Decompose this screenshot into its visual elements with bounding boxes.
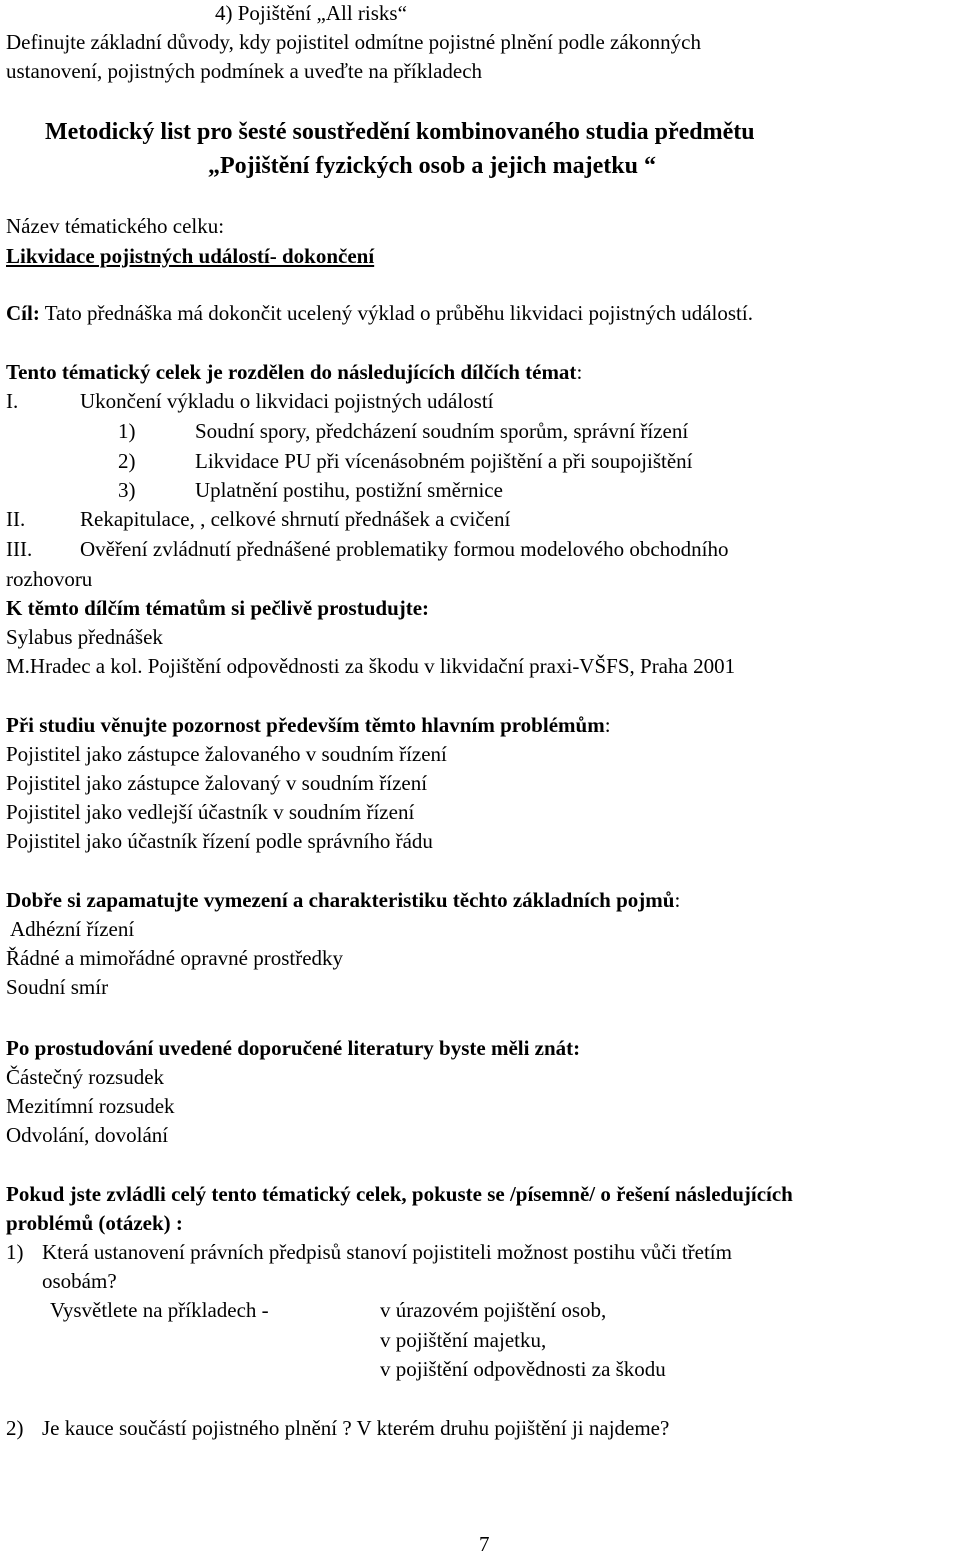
- subtopic-1-num: I.: [6, 389, 19, 413]
- attention-item-4: Pojistitel jako účastník řízení podle správního řádu: [6, 829, 433, 853]
- subtopic-1-text: Ukončení výkladu o likvidaci pojistných událostí: [80, 389, 494, 413]
- goal-line: [6, 303, 753, 324]
- sheet-title-line-1: Metodický list pro šesté soustředění kombinovaného studia předmětu: [45, 119, 755, 145]
- subtopic-3-text: Ověření zvládnutí přednášené problematiky formou modelového obchodního: [80, 537, 729, 561]
- task-item-4: 4) Pojištění „All risks“: [215, 1, 407, 25]
- after-heading: Po prostudování uvedené doporučené literatury byste měli znát:: [6, 1036, 581, 1060]
- question-2-text: Je kauce součástí pojistného plnění ? V kterém druhu pojištění ji najdeme?: [42, 1416, 670, 1440]
- question-1-num: 1): [6, 1240, 24, 1264]
- terms-heading-line: [6, 890, 680, 911]
- task-text-line-2: ustanovení, pojistných podmínek a uveďte na příkladech: [6, 59, 483, 83]
- subtopic-1-item-1-text: Soudní spory, předcházení soudním sporům, správní řízení: [195, 419, 689, 443]
- explain-item-3: v pojištění odpovědnosti za škodu: [380, 1357, 666, 1381]
- question-2-num: 2): [6, 1416, 24, 1440]
- attention-heading: Při studiu věnujte pozornost především těmto hlavním problémům: [6, 713, 605, 737]
- attention-item-1: Pojistitel jako zástupce žalovaného v soudním řízení: [6, 742, 447, 766]
- problems-heading-line-2: problémů (otázek) :: [6, 1211, 183, 1235]
- sheet-title-line-2: „Pojištění fyzických osob a jejich majetku “: [208, 153, 656, 179]
- subtopic-3-continuation: rozhovoru: [6, 567, 93, 591]
- goal-label: Cíl:: [6, 301, 40, 325]
- subtopic-1-item-3-text: Uplatnění postihu, postižní směrnice: [195, 478, 503, 502]
- subtopics-heading-line: [6, 362, 582, 383]
- problems-heading-line-1: Pokud jste zvládli celý tento tématický celek, pokuste se /písemně/ o řešení následujících: [6, 1182, 793, 1206]
- explain-item-2: v pojištění majetku,: [380, 1328, 547, 1352]
- question-1-line-2: osobám?: [42, 1269, 117, 1293]
- topic-name: Likvidace pojistných událostí- dokončení: [6, 244, 375, 268]
- subtopic-3-num: III.: [6, 537, 33, 561]
- terms-heading: Dobře si zapamatujte vymezení a charakteristiku těchto základních pojmů: [6, 888, 675, 912]
- subtopic-1-item-2-num: 2): [118, 449, 136, 473]
- topic-label: Název tématického celku:: [6, 214, 225, 238]
- goal-text: Tato přednáška má dokončit ucelený výklad o průběhu likvidaci pojistných událostí.: [39, 301, 753, 325]
- attention-item-3: Pojistitel jako vedlejší účastník v soudním řízení: [6, 800, 415, 824]
- after-item-3: Odvolání, dovolání: [6, 1123, 169, 1147]
- page-number: 7: [479, 1532, 490, 1556]
- study-heading: K těmto dílčím tématům si pečlivě prostudujte:: [6, 596, 430, 620]
- attention-heading-colon: :: [604, 713, 611, 737]
- task-text-line-1: Definujte základní důvody, kdy pojistitel odmítne pojistné plnění podle zákonných: [6, 30, 701, 54]
- term-item-1: Adhézní řízení: [10, 917, 135, 941]
- study-item-1: Sylabus přednášek: [6, 625, 163, 649]
- study-item-2: M.Hradec a kol. Pojištění odpovědnosti za škodu v likvidační praxi-VŠFS, Praha 2001: [6, 654, 736, 678]
- term-item-2: Řádné a mimořádné opravné prostředky: [6, 946, 344, 970]
- subtopic-1-item-3-num: 3): [118, 478, 136, 502]
- subtopic-1-item-2-text: Likvidace PU při vícenásobném pojištění a při soupojištění: [195, 449, 693, 473]
- question-1-line-1: Která ustanovení právních předpisů stanoví pojistiteli možnost postihu vůči třetím: [42, 1240, 732, 1264]
- term-item-3: Soudní smír: [6, 975, 109, 999]
- subtopics-heading-colon: :: [576, 360, 583, 384]
- after-item-2: Mezitímní rozsudek: [6, 1094, 175, 1118]
- subtopic-2-text: Rekapitulace, , celkové shrnutí přednášek a cvičení: [80, 507, 511, 531]
- after-item-1: Částečný rozsudek: [6, 1065, 165, 1089]
- attention-heading-line: [6, 715, 611, 736]
- explain-label: Vysvětlete na příkladech -: [50, 1298, 269, 1322]
- subtopic-1-item-1-num: 1): [118, 419, 136, 443]
- explain-item-1: v úrazovém pojištění osob,: [380, 1298, 607, 1322]
- terms-heading-colon: :: [674, 888, 681, 912]
- attention-item-2: Pojistitel jako zástupce žalovaný v soudním řízení: [6, 771, 428, 795]
- subtopic-2-num: II.: [6, 507, 26, 531]
- subtopics-heading: Tento tématický celek je rozdělen do následujících dílčích témat: [6, 360, 577, 384]
